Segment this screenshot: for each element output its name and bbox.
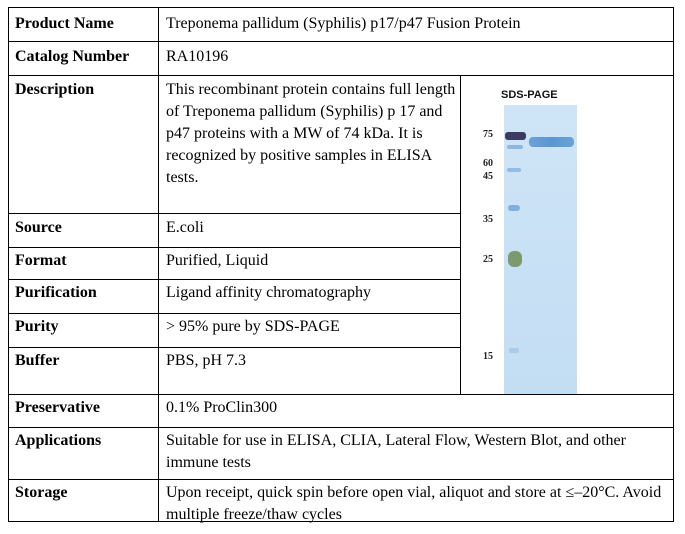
purification-value: Ligand affinity chromatography	[166, 284, 371, 301]
row-divider	[9, 394, 673, 395]
row-divider	[9, 213, 461, 214]
applications-value: Suitable for use in ELISA, CLIA, Lateral Flow, Western Blot, and other immune tests	[166, 432, 626, 471]
preservative-label: Preservative	[15, 399, 100, 416]
product-name-value: Treponema pallidum (Syphilis) p17/p47 Fusion Protein	[166, 15, 521, 32]
marker-label-60: 60	[483, 158, 493, 169]
source-value: E.coli	[166, 219, 204, 236]
ladder-band-35	[508, 205, 520, 211]
gel-title: SDS-PAGE	[501, 89, 558, 101]
row-divider	[9, 347, 461, 348]
marker-label-25: 25	[483, 254, 493, 265]
product-spec-table	[8, 7, 674, 522]
purity-value: > 95% pure by SDS-PAGE	[166, 318, 340, 335]
description-label: Description	[15, 81, 95, 98]
row-divider	[9, 427, 673, 428]
catalog-number-value: RA10196	[166, 48, 229, 65]
row-divider	[9, 279, 461, 280]
ladder-band-15	[509, 348, 519, 353]
marker-label-35: 35	[483, 214, 493, 225]
row-divider	[9, 479, 673, 480]
row-divider	[9, 41, 673, 42]
applications-label: Applications	[15, 432, 102, 449]
purification-label: Purification	[15, 284, 97, 301]
format-value: Purified, Liquid	[166, 252, 269, 269]
ladder-band-75	[505, 132, 526, 140]
sample-band-74kda	[529, 137, 574, 147]
marker-label-15: 15	[483, 351, 493, 362]
ladder-band-25	[508, 251, 522, 267]
row-divider	[9, 75, 673, 76]
marker-label-45: 45	[483, 171, 493, 182]
ladder-band-60	[507, 145, 523, 149]
storage-value: Upon receipt, quick spin before open vial, aliquot and store at ≤–20°C. Avoid multiple freeze/thaw cycles	[166, 484, 662, 523]
sds-page-gel-image	[461, 78, 674, 394]
buffer-label: Buffer	[15, 352, 60, 369]
row-divider	[9, 313, 461, 314]
purity-label: Purity	[15, 318, 59, 335]
marker-label-75: 75	[483, 129, 493, 140]
row-divider	[9, 247, 461, 248]
product-name-label: Product Name	[15, 15, 114, 32]
description-value: This recombinant protein contains full length of Treponema pallidum (Syphilis) p 17 and p47 proteins with a MW of 74 kDa. It is recognized by positive samples in ELISA tests.	[166, 81, 456, 186]
column-divider	[158, 8, 159, 521]
catalog-number-label: Catalog Number	[15, 48, 130, 65]
source-label: Source	[15, 219, 62, 236]
preservative-value: 0.1% ProClin300	[166, 399, 278, 416]
ladder-band-45	[507, 168, 521, 172]
format-label: Format	[15, 252, 67, 269]
storage-label: Storage	[15, 484, 68, 501]
buffer-value: PBS, pH 7.3	[166, 352, 247, 369]
